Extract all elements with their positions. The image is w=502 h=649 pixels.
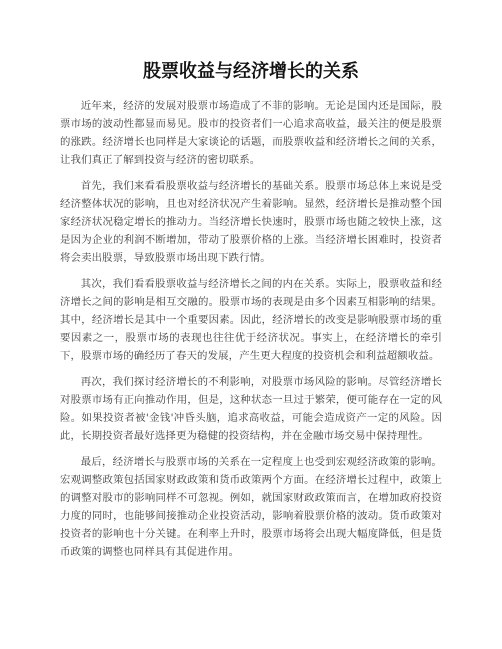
document-title: 股票收益与经济增长的关系 (143, 61, 359, 82)
paragraph-policy: 最后，经济增长与股票市场的关系在一定程度上也受到宏观经济政策的影响。宏观调整政策包括国家财政政策和货币政策两个方面。在经济增长过程中，政策上的调整对股市的影响同样不可忽视。例如，就国家财政政策而言，在增加政府投资力度的同时，也能够间接推动企业投资活动，影响着股票价格的波动。货币政策对投资者的影响也十分关键。在利率上升时，股票市场将会出现大幅度降低，但是货币政策的调整也同样具有其促进作用。 (60, 456, 442, 558)
document-body (60, 97, 442, 569)
paragraph-internal-relationship: 其次，我们看看股票收益与经济增长之间的内在关系。实际上，股票收益和经济增长之间的影响是相互交融的。股票市场的表现是由多个因素互相影响的结果。其中，经济增长是其中一个重要因素。因此，经济增长的改变是影响股票市场的重要因素之一，股票市场的表现也往往优于经济状况。事实上，在经济增长的牵引下，股票市场的确经历了春天的发展，产生更大程度的投资机会和利益超额收益。 (60, 278, 442, 362)
paragraph-intro: 近年来，经济的发展对股票市场造成了不菲的影响。无论是国内还是国际，股票市场的波动性都显而易见。股市的投资者们一心追求高收益，最关注的便是股票的涨跌。经济增长也同样是大家谈论的话题，而股票收益和经济增长之间的关系，让我们真正了解到投资与经济的密切联系。 (60, 100, 442, 166)
paragraph-risk: 再次，我们探讨经济增长的不利影响，对股票市场风险的影响。尽管经济增长对股票市场有正向推动作用，但是，这种状态一旦过于繁荣，便可能存在一定的风险。如果投资者被'金钱'冲昏头脑，追求高收益，可能会造成资产一定的风险。因此，长期投资者最好选择更为稳健的投资结构，并在金融市场交易中保持理性。 (60, 376, 442, 442)
paragraph-basic-relationship: 首先，我们来看看股票收益与经济增长的基础关系。股票市场总体上来说是受经济整体状况的影响，且也对经济状况产生着影响。显然，经济增长是推动整个国家经济状况稳定增长的推动力。当经济增长快速时，股票市场也随之较快上涨，这是因为企业的利润不断增加，带动了股票价格的上涨。当经济增长困难时，投资者将会卖出股票，导致股票市场出现下跌行情。 (60, 180, 442, 264)
